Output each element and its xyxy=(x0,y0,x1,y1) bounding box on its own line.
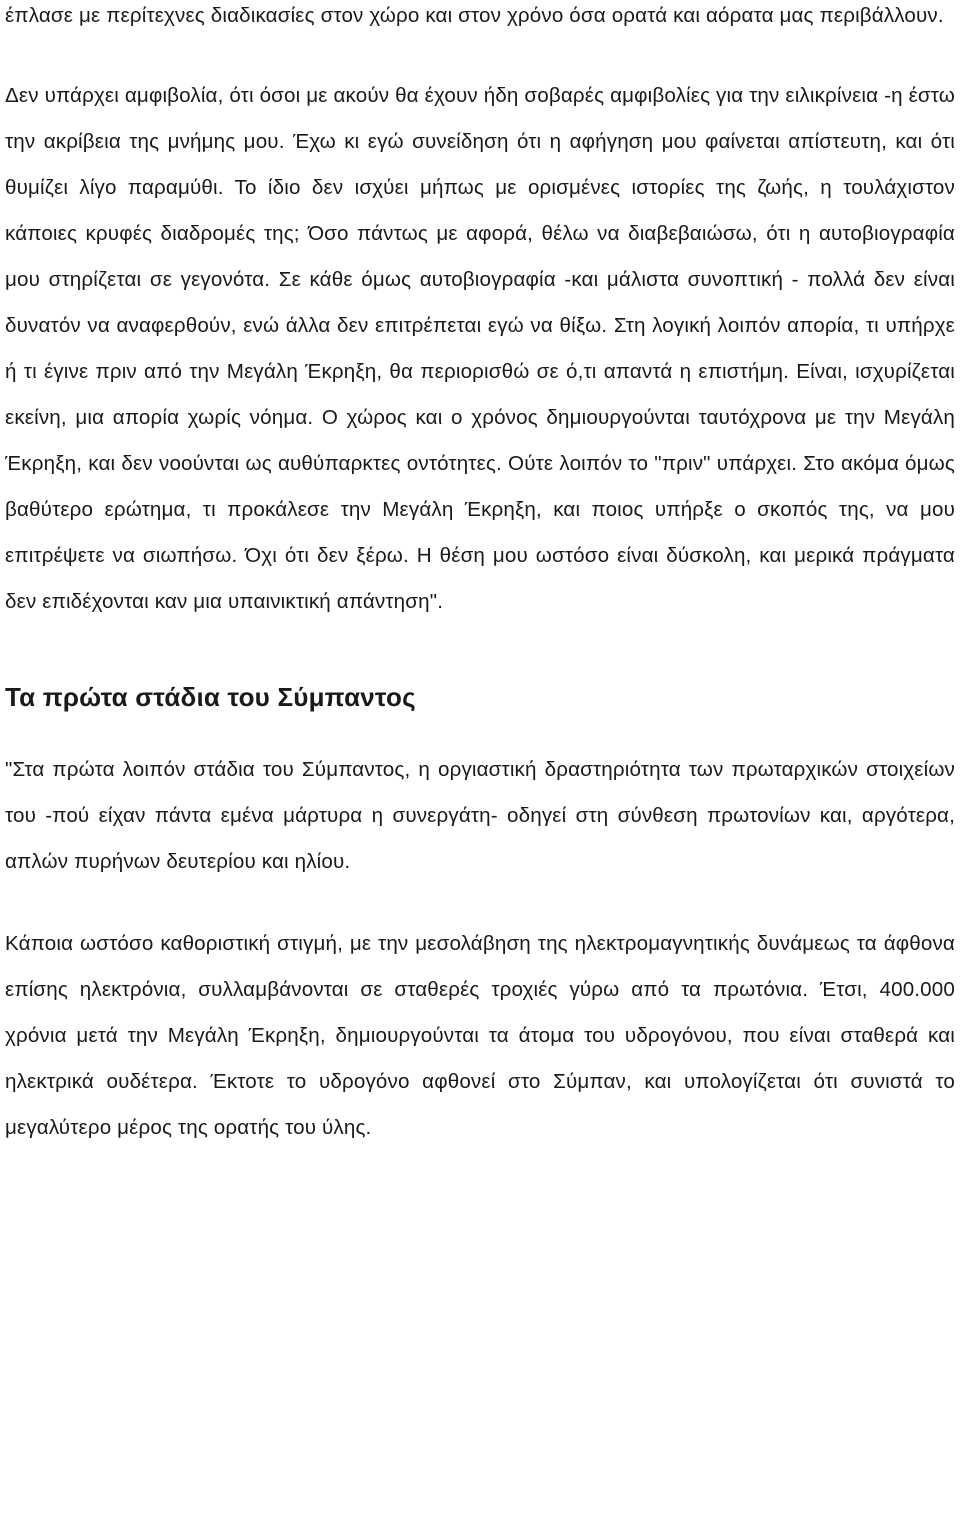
paragraph-section-2: Κάποια ωστόσο καθοριστική στιγμή, με την μεσολάβηση της ηλεκτρομαγνητικής δυνάμεως τα άφθονα επίσης ηλεκτρόνια, συλλαμβάνονται σε σταθερές τροχιές γύρω από τα πρωτόνια. Έτσι, 400.000 χρόνια μετά την Μεγάλη Έκρηξη, δημιουργούνται τα άτομα του υδρογόνου, που είναι σταθερά και ηλεκτρικά ουδέτερα. Έκτοτε το υδρογόνο αφθονεί στο Σύμπαν, και υπολογίζεται ότι συνιστά το μεγαλύτερο μέρος της ορατής του ύλης. xyxy=(5,932,955,1139)
paragraph-intro-1: έπλασε με περίτεχνες διαδικασίες στον χώρο και στον χρόνο όσα ορατά και αόρατα μας περιβάλλουν. xyxy=(5,4,944,27)
paragraph-intro-2: Δεν υπάρχει αμφιβολία, ότι όσοι με ακούν θα έχουν ήδη σοβαρές αμφιβολίες για την ειλικρίνεια -η έστω την ακρίβεια της μνήμης μου. Έχω κι εγώ συνείδηση ότι η αφήγηση μου φαίνεται απίστευτη, και ότι θυμίζει λίγο παραμύθι. Το ίδιο δεν ισχύει μήπως με ορισμένες ιστορίες της ζωής, η τουλάχιστον κάποιες κρυφές διαδρομές της; Όσο πάντως με αφορά, θέλω να διαβεβαιώσω, ότι η αυτοβιογραφία μου στηρίζεται σε γεγονότα. Σε κάθε όμως αυτοβιογραφία -και μάλιστα συνοπτική - πολλά δεν είναι δυνατόν να αναφερθούν, ενώ άλλα δεν επιτρέπεται εγώ να θίξω. Στη λογική λοιπόν απορία, τι υπήρχε ή τι έγινε πριν από την Μεγάλη Έκρηξη, θα περιορισθώ σε ό,τι απαντά η επιστήμη. Είναι, ισχυρίζεται εκείνη, μια απορία χωρίς νόημα. Ο χώρος και ο χρόνος δημιουργούνται ταυτόχρονα με την Μεγάλη Έκρηξη, και δεν νοούνται ως αυθύπαρκτες οντότητες. Ούτε λοιπόν το "πριν" υπάρχει. Στο ακόμα όμως βαθύτερο ερώτημα, τι προκάλεσε την Μεγάλη Έκρηξη, και ποιος υπήρξε ο σκοπός της, να μου επιτρέψετε να σιωπήσω. Όχι ότι δεν ξέρω. Η θέση μου ωστόσο είναι δύσκολη, και μερικά πράγματα δεν επιδέχονται καν μια υπαινικτική απάντηση". xyxy=(5,84,955,613)
section-spacer xyxy=(5,625,955,677)
heading-spacer xyxy=(5,717,955,747)
paragraph-spacer xyxy=(5,39,955,73)
section-heading: Τα πρώτα στάδια του Σύμπαντος xyxy=(5,682,416,712)
document-page xyxy=(5,0,955,1151)
paragraph-section-1: "Στα πρώτα λοιπόν στάδια του Σύμπαντος, η οργιαστική δραστηριότητα των πρωταρχικών στοιχείων του -πού είχαν πάντα εμένα μάρτυρα η συνεργάτη- οδηγεί στη σύνθεση πρωτονίων και, αργότερα, απλών πυρήνων δευτερίου και ηλίου. xyxy=(5,758,955,873)
paragraph-spacer xyxy=(5,885,955,921)
